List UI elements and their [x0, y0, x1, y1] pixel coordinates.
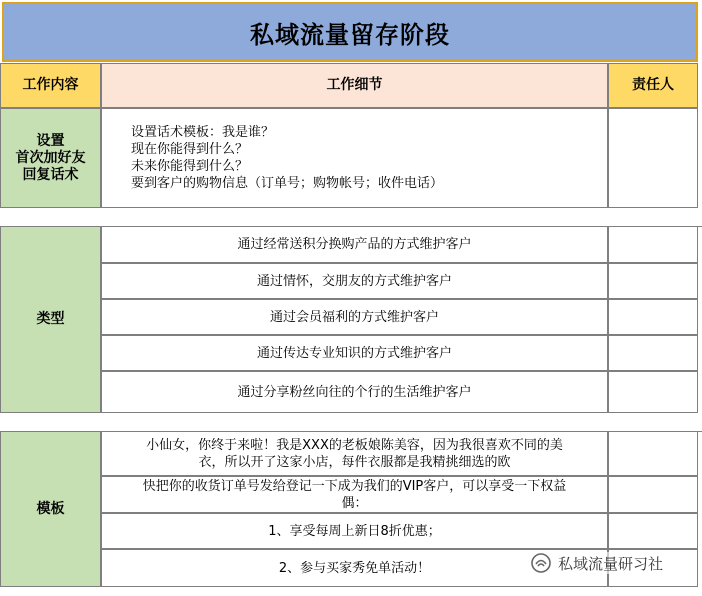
section1-label-line: 设置 [36, 132, 65, 149]
template-row [101, 476, 608, 513]
section1-details [101, 108, 608, 208]
detail-line: 要到客户的购物信息（订单号；购物帐号；收件电话） [131, 176, 444, 191]
template-row: 1、享受每周上新日8折优惠； [101, 513, 608, 549]
template-row: 2、参与买家秀免单活动！ [101, 549, 608, 587]
template-line: 衣，所以开了这家小店，每件衣服都是我精挑细选的欧 [198, 454, 511, 470]
template-responsible [608, 513, 698, 549]
section3-label: 模板 [0, 431, 101, 587]
type-responsible [608, 299, 698, 335]
template-line: 快把你的收货订单号发给登记一下成为我们的VIP客户，可以享受一下权益 [142, 478, 567, 494]
header-responsible: 责任人 [608, 63, 698, 108]
header-work-content: 工作内容 [0, 63, 101, 108]
type-responsible [608, 335, 698, 371]
detail-line: 未来你能得到什么？ [131, 159, 249, 174]
wechat-official-account-icon [530, 552, 552, 574]
template-row [101, 431, 608, 476]
watermark [530, 552, 663, 574]
template-line: 偶： [341, 495, 368, 511]
type-responsible [608, 263, 698, 299]
watermark-text: 私域流量研习社 [558, 554, 664, 573]
section1-responsible [608, 108, 698, 208]
type-row: 通过分享粉丝向往的个行的生活维护客户 [101, 371, 608, 413]
detail-line: 设置话术模板：我是谁？ [131, 125, 275, 140]
page-title: 私域流量留存阶段 [2, 2, 698, 62]
type-responsible [608, 226, 698, 263]
type-responsible [608, 371, 698, 413]
section2-label: 类型 [0, 226, 101, 413]
section1-label-line: 首次加好友 [15, 149, 86, 166]
type-row: 通过情怀，交朋友的方式维护客户 [101, 263, 608, 299]
template-line: 小仙女，你终于来啦！我是XXX的老板娘陈美容，因为我很喜欢不同的美 [146, 437, 563, 453]
type-row: 通过传达专业知识的方式维护客户 [101, 335, 608, 371]
section1-label [0, 108, 101, 208]
type-row: 通过会员福利的方式维护客户 [101, 299, 608, 335]
type-row: 通过经常送积分换购产品的方式维护客户 [101, 226, 608, 263]
template-responsible [608, 476, 698, 513]
template-responsible [608, 431, 698, 476]
header-work-details: 工作细节 [101, 63, 608, 108]
section1-label-line: 回复话术 [22, 166, 79, 183]
detail-line: 现在你能得到什么？ [131, 142, 249, 157]
